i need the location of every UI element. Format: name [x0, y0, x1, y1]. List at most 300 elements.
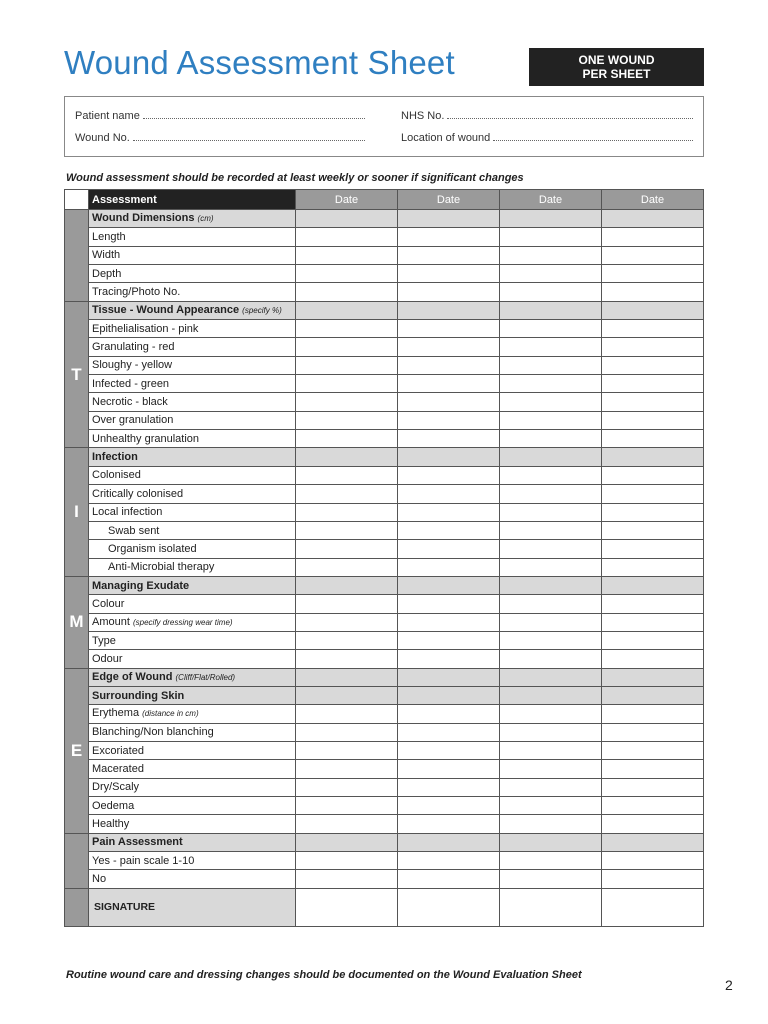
table-row [65, 650, 704, 668]
one-wound-badge [529, 48, 704, 86]
date-entry-cell[interactable] [602, 852, 704, 870]
date-entry-cell[interactable] [602, 870, 704, 888]
date-entry-cell[interactable] [296, 668, 398, 686]
signature-cell[interactable] [602, 888, 704, 926]
date-entry-cell[interactable] [500, 283, 602, 301]
date-entry-cell[interactable] [500, 741, 602, 759]
table-row [65, 430, 704, 448]
nhs-number-field[interactable] [401, 110, 693, 122]
date-entry-cell[interactable] [602, 650, 704, 668]
date-entry-cell[interactable] [500, 540, 602, 558]
table-row [65, 741, 704, 759]
row-note: (cm) [197, 214, 214, 224]
row-label [89, 356, 296, 374]
date-entry-cell[interactable] [296, 705, 398, 723]
table-row [65, 760, 704, 778]
date-entry-cell[interactable] [500, 210, 602, 228]
row-label [89, 338, 296, 356]
date-entry-cell[interactable] [296, 778, 398, 796]
signature-row [65, 888, 704, 926]
date-entry-cell[interactable] [602, 521, 704, 539]
row-label [89, 301, 296, 319]
section-header-row [65, 576, 704, 594]
patient-details-box [64, 96, 704, 157]
row-label [89, 558, 296, 576]
signature-side-cell [65, 888, 89, 926]
date-entry-cell[interactable] [398, 723, 500, 741]
row-label-text: Infected - green [92, 377, 170, 390]
section-letter: E [65, 668, 89, 833]
date-entry-cell[interactable] [398, 558, 500, 576]
date-entry-cell[interactable] [500, 265, 602, 283]
date-entry-cell[interactable] [296, 228, 398, 246]
section-header-row [65, 448, 704, 466]
date-entry-cell[interactable] [296, 375, 398, 393]
table-row [65, 228, 704, 246]
date-entry-cell[interactable] [296, 485, 398, 503]
date-entry-cell[interactable] [398, 870, 500, 888]
date-entry-cell[interactable] [602, 778, 704, 796]
row-label-text: Macerated [92, 762, 144, 775]
date-entry-cell[interactable] [398, 815, 500, 833]
date-entry-cell[interactable] [602, 668, 704, 686]
date-entry-cell[interactable] [500, 631, 602, 649]
row-label [89, 265, 296, 283]
section-letter: M [65, 576, 89, 668]
date-entry-cell[interactable] [296, 815, 398, 833]
date-entry-cell[interactable] [398, 265, 500, 283]
date-entry-cell[interactable] [602, 210, 704, 228]
date-entry-cell[interactable] [602, 430, 704, 448]
row-label [89, 631, 296, 649]
date-entry-cell[interactable] [500, 338, 602, 356]
date-entry-cell[interactable] [500, 430, 602, 448]
date-entry-cell[interactable] [398, 631, 500, 649]
row-label [89, 613, 296, 631]
badge-line-1: ONE WOUND [578, 53, 655, 67]
section-letter [65, 210, 89, 302]
table-row [65, 393, 704, 411]
date-entry-cell[interactable] [602, 375, 704, 393]
wound-number-field[interactable] [75, 132, 365, 144]
table-row [65, 815, 704, 833]
table-row [65, 356, 704, 374]
row-label-text: Length [92, 231, 126, 244]
date-entry-cell[interactable] [602, 815, 704, 833]
documentation-note: Routine wound care and dressing changes should be documented on the Wound Evaluation Sheet [66, 969, 582, 981]
row-label-text: Unhealthy granulation [92, 432, 200, 445]
row-label-text: Necrotic - black [92, 396, 168, 409]
row-label-text: Oedema [92, 799, 135, 812]
row-label-text: Granulating - red [92, 341, 175, 354]
date-entry-cell[interactable] [602, 356, 704, 374]
date-entry-cell[interactable] [500, 595, 602, 613]
patient-name-field[interactable] [75, 110, 365, 122]
row-label [89, 797, 296, 815]
table-row [65, 375, 704, 393]
row-note: (specify dressing wear time) [132, 617, 233, 627]
table-row [65, 870, 704, 888]
row-label [89, 723, 296, 741]
row-label [89, 870, 296, 888]
page-title: Wound Assessment Sheet [64, 44, 455, 81]
section-letter: T [65, 301, 89, 448]
date-entry-cell[interactable] [500, 852, 602, 870]
date-entry-cell[interactable] [500, 228, 602, 246]
table-row [65, 723, 704, 741]
date-entry-cell[interactable] [500, 503, 602, 521]
date-entry-cell[interactable] [398, 686, 500, 704]
date-entry-cell[interactable] [398, 210, 500, 228]
date-entry-cell[interactable] [500, 411, 602, 429]
row-label-text: No [92, 873, 107, 886]
date-entry-cell[interactable] [296, 741, 398, 759]
date-entry-cell[interactable] [296, 466, 398, 484]
date-entry-cell[interactable] [500, 246, 602, 264]
row-label [89, 393, 296, 411]
row-label-text: Critically colonised [92, 487, 184, 500]
date-entry-cell[interactable] [398, 576, 500, 594]
date-entry-cell[interactable] [296, 650, 398, 668]
date-entry-cell[interactable] [398, 466, 500, 484]
date-entry-cell[interactable] [602, 265, 704, 283]
table-row [65, 778, 704, 796]
date-entry-cell[interactable] [296, 760, 398, 778]
row-label-text: Excoriated [92, 744, 144, 757]
date-entry-cell[interactable] [602, 558, 704, 576]
table-row [65, 540, 704, 558]
date-entry-cell[interactable] [500, 393, 602, 411]
section-header-row [65, 686, 704, 704]
row-label-text: Odour [92, 652, 123, 665]
row-label [89, 430, 296, 448]
date-entry-cell[interactable] [602, 797, 704, 815]
row-label [89, 741, 296, 759]
date-entry-cell[interactable] [500, 375, 602, 393]
date-entry-cell[interactable] [398, 521, 500, 539]
date-entry-cell[interactable] [500, 815, 602, 833]
date-entry-cell[interactable] [500, 870, 602, 888]
date-entry-cell[interactable] [602, 686, 704, 704]
date-entry-cell[interactable] [398, 503, 500, 521]
row-label-text: Tracing/Photo No. [92, 286, 181, 299]
date-entry-cell[interactable] [500, 448, 602, 466]
side-header-blank [65, 190, 89, 210]
row-label [89, 375, 296, 393]
date-entry-cell[interactable] [296, 283, 398, 301]
section-letter: I [65, 448, 89, 576]
badge-line-2: PER SHEET [582, 67, 651, 81]
date-entry-cell[interactable] [602, 411, 704, 429]
date-entry-cell[interactable] [602, 503, 704, 521]
row-label-text: Infection [92, 451, 138, 464]
date-entry-cell[interactable] [296, 870, 398, 888]
wound-location-label: Location of wound [401, 132, 491, 144]
row-label-text: Pain Assessment [92, 836, 183, 849]
date-entry-cell[interactable] [602, 595, 704, 613]
date-entry-cell[interactable] [398, 760, 500, 778]
date-entry-cell[interactable] [398, 228, 500, 246]
date-entry-cell[interactable] [398, 595, 500, 613]
date-entry-cell[interactable] [296, 797, 398, 815]
date-entry-cell[interactable] [296, 723, 398, 741]
row-label [89, 778, 296, 796]
date-entry-cell[interactable] [500, 320, 602, 338]
row-label [89, 448, 296, 466]
date-entry-cell[interactable] [296, 338, 398, 356]
row-label-text: Type [92, 634, 116, 647]
date-entry-cell[interactable] [500, 833, 602, 851]
date-entry-cell[interactable] [602, 833, 704, 851]
date-entry-cell[interactable] [296, 265, 398, 283]
row-label [89, 320, 296, 338]
row-label-text: Anti-Microbial therapy [108, 561, 215, 574]
row-label [89, 852, 296, 870]
date-entry-cell[interactable] [500, 356, 602, 374]
date-entry-cell[interactable] [500, 650, 602, 668]
date-entry-cell[interactable] [398, 613, 500, 631]
table-header-row [65, 190, 704, 210]
date-entry-cell[interactable] [296, 503, 398, 521]
date-entry-cell[interactable] [500, 723, 602, 741]
date-entry-cell[interactable] [296, 833, 398, 851]
signature-cell[interactable] [296, 888, 398, 926]
table-row [65, 485, 704, 503]
row-label-text: Organism isolated [108, 542, 197, 555]
date-entry-cell[interactable] [296, 411, 398, 429]
row-label-text: Epithelialisation - pink [92, 322, 199, 335]
row-label-text: Dry/Scaly [92, 781, 140, 794]
row-note: (specify %) [242, 305, 282, 315]
date-entry-cell[interactable] [296, 356, 398, 374]
table-row [65, 558, 704, 576]
row-label [89, 576, 296, 594]
date-entry-cell[interactable] [602, 485, 704, 503]
signature-label: SIGNATURE [89, 888, 296, 926]
row-label [89, 668, 296, 686]
date-entry-cell[interactable] [296, 246, 398, 264]
date-entry-cell[interactable] [602, 613, 704, 631]
date-entry-cell[interactable] [500, 613, 602, 631]
date-entry-cell[interactable] [500, 668, 602, 686]
date-entry-cell[interactable] [602, 760, 704, 778]
table-row [65, 595, 704, 613]
row-label-text: Surrounding Skin [92, 689, 185, 702]
date-entry-cell[interactable] [500, 466, 602, 484]
wound-location-field[interactable] [401, 132, 693, 144]
row-label [89, 485, 296, 503]
date-entry-cell[interactable] [398, 650, 500, 668]
row-label-text: Depth [92, 267, 122, 280]
date-entry-cell[interactable] [398, 246, 500, 264]
date-entry-cell[interactable] [602, 338, 704, 356]
date-entry-cell[interactable] [500, 558, 602, 576]
date-entry-cell[interactable] [296, 540, 398, 558]
row-label-text: Swab sent [108, 524, 160, 537]
row-label [89, 210, 296, 228]
date-entry-cell[interactable] [398, 540, 500, 558]
section-header-row [65, 668, 704, 686]
date-entry-cell[interactable] [296, 320, 398, 338]
row-note: (Cliff/Flat/Rolled) [175, 672, 236, 682]
row-label-text: Erythema [92, 707, 140, 720]
row-label-text: Managing Exudate [92, 579, 190, 592]
date-header: Date [296, 190, 398, 210]
row-label-text: Amount [92, 615, 130, 628]
date-entry-cell[interactable] [398, 375, 500, 393]
row-note: (distance in cm) [142, 709, 199, 719]
table-row [65, 338, 704, 356]
date-entry-cell[interactable] [398, 797, 500, 815]
date-entry-cell[interactable] [602, 301, 704, 319]
date-entry-cell[interactable] [398, 485, 500, 503]
date-entry-cell[interactable] [398, 778, 500, 796]
date-entry-cell[interactable] [398, 393, 500, 411]
table-row [65, 411, 704, 429]
row-label [89, 503, 296, 521]
date-entry-cell[interactable] [398, 833, 500, 851]
row-label-text: Over granulation [92, 414, 174, 427]
table-row [65, 466, 704, 484]
row-label-text: Edge of Wound [92, 670, 173, 683]
row-label [89, 466, 296, 484]
date-entry-cell[interactable] [500, 485, 602, 503]
date-entry-cell[interactable] [500, 576, 602, 594]
row-label [89, 411, 296, 429]
signature-cell[interactable] [500, 888, 602, 926]
row-label [89, 283, 296, 301]
row-label [89, 815, 296, 833]
date-entry-cell[interactable] [500, 797, 602, 815]
table-row [65, 265, 704, 283]
date-entry-cell[interactable] [398, 705, 500, 723]
patient-name-label: Patient name [75, 110, 140, 122]
date-entry-cell[interactable] [398, 852, 500, 870]
date-entry-cell[interactable] [602, 576, 704, 594]
assessment-header: Assessment [89, 190, 296, 210]
date-entry-cell[interactable] [296, 521, 398, 539]
date-entry-cell[interactable] [398, 411, 500, 429]
page-number: 2 [725, 977, 733, 993]
date-header: Date [398, 190, 500, 210]
row-label [89, 521, 296, 539]
date-entry-cell[interactable] [398, 320, 500, 338]
row-label-text: Width [92, 249, 121, 262]
date-entry-cell[interactable] [296, 448, 398, 466]
date-entry-cell[interactable] [500, 760, 602, 778]
section-letter [65, 833, 89, 888]
date-entry-cell[interactable] [602, 723, 704, 741]
section-header-row [65, 833, 704, 851]
date-entry-cell[interactable] [296, 576, 398, 594]
date-entry-cell[interactable] [296, 686, 398, 704]
row-label-text: Wound Dimensions [92, 212, 195, 225]
row-label [89, 540, 296, 558]
row-label-text: Tissue - Wound Appearance [92, 303, 240, 316]
date-entry-cell[interactable] [296, 613, 398, 631]
row-label-text: Healthy [92, 818, 130, 831]
date-entry-cell[interactable] [398, 301, 500, 319]
table-row [65, 320, 704, 338]
date-entry-cell[interactable] [296, 393, 398, 411]
date-entry-cell[interactable] [296, 301, 398, 319]
date-entry-cell[interactable] [500, 686, 602, 704]
date-entry-cell[interactable] [602, 466, 704, 484]
row-label [89, 833, 296, 851]
date-entry-cell[interactable] [296, 631, 398, 649]
date-entry-cell[interactable] [602, 283, 704, 301]
row-label [89, 705, 296, 723]
table-row [65, 797, 704, 815]
wound-number-label: Wound No. [75, 132, 130, 144]
section-header-row [65, 301, 704, 319]
row-label [89, 246, 296, 264]
table-row [65, 705, 704, 723]
date-entry-cell[interactable] [602, 448, 704, 466]
date-entry-cell[interactable] [296, 430, 398, 448]
row-label [89, 760, 296, 778]
date-entry-cell[interactable] [398, 668, 500, 686]
date-entry-cell[interactable] [602, 320, 704, 338]
row-label-text: Colonised [92, 469, 141, 482]
frequency-note: Wound assessment should be recorded at least weekly or sooner if significant changes [66, 172, 524, 184]
table-row [65, 246, 704, 264]
row-label [89, 686, 296, 704]
table-row [65, 503, 704, 521]
date-entry-cell[interactable] [398, 283, 500, 301]
table-row [65, 852, 704, 870]
row-label [89, 228, 296, 246]
date-entry-cell[interactable] [500, 778, 602, 796]
date-entry-cell[interactable] [500, 521, 602, 539]
date-entry-cell[interactable] [398, 430, 500, 448]
date-entry-cell[interactable] [296, 852, 398, 870]
date-entry-cell[interactable] [296, 558, 398, 576]
section-header-row [65, 210, 704, 228]
table-row [65, 631, 704, 649]
row-label-text: Yes - pain scale 1-10 [92, 854, 195, 867]
assessment-table [64, 189, 704, 927]
row-label [89, 650, 296, 668]
date-entry-cell[interactable] [398, 338, 500, 356]
date-entry-cell[interactable] [602, 246, 704, 264]
date-entry-cell[interactable] [602, 741, 704, 759]
date-entry-cell[interactable] [296, 595, 398, 613]
date-entry-cell[interactable] [296, 210, 398, 228]
table-row [65, 613, 704, 631]
date-entry-cell[interactable] [398, 448, 500, 466]
table-row [65, 521, 704, 539]
table-row [65, 283, 704, 301]
row-label-text: Blanching/Non blanching [92, 726, 214, 739]
row-label-text: Colour [92, 597, 125, 610]
date-entry-cell[interactable] [602, 540, 704, 558]
date-entry-cell[interactable] [398, 741, 500, 759]
row-label-text: Local infection [92, 506, 163, 519]
date-entry-cell[interactable] [602, 228, 704, 246]
row-label-text: Sloughy - yellow [92, 359, 173, 372]
date-entry-cell[interactable] [500, 301, 602, 319]
date-entry-cell[interactable] [500, 705, 602, 723]
date-entry-cell[interactable] [602, 631, 704, 649]
date-entry-cell[interactable] [602, 393, 704, 411]
signature-cell[interactable] [398, 888, 500, 926]
date-entry-cell[interactable] [398, 356, 500, 374]
date-header: Date [602, 190, 704, 210]
date-entry-cell[interactable] [602, 705, 704, 723]
row-label [89, 595, 296, 613]
nhs-number-label: NHS No. [401, 110, 445, 122]
